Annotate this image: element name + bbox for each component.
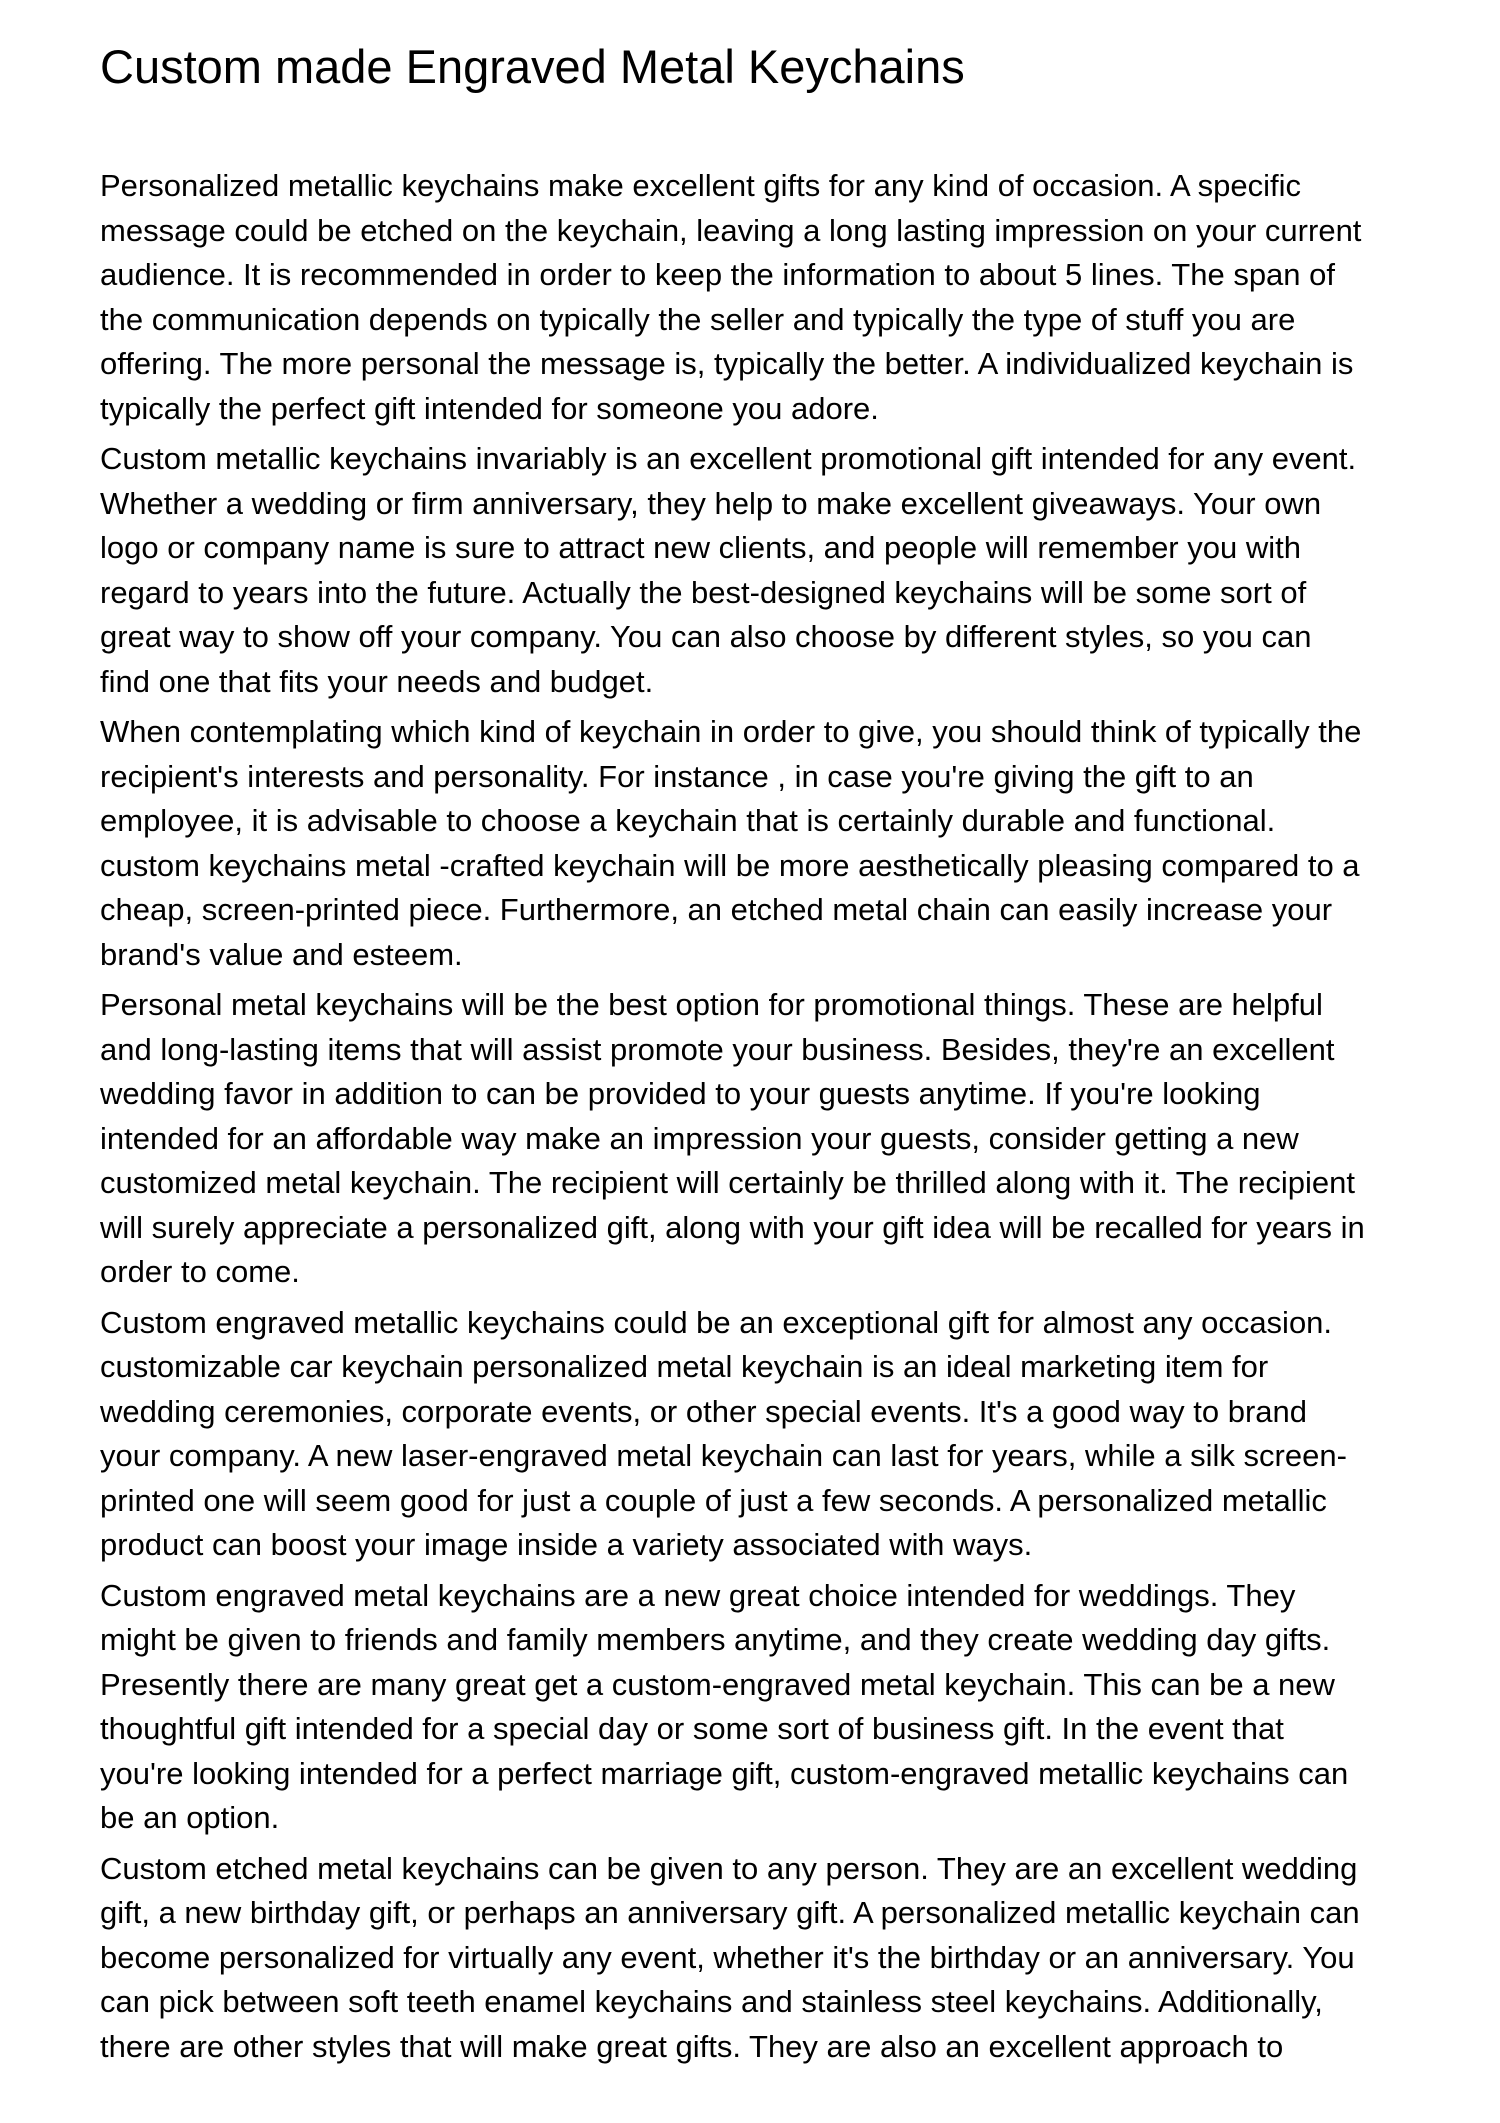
paragraph-7: Custom etched metal keychains can be given to any person. They are an excellent wedding gift, a new birthday gift, or perhaps an anniversary gift. A personalized metallic keychain can become personalized for virtually any event, whether it's the birthday or an anniversary. You can pick between soft teeth enamel keychains and stainless steel keychains. Additionally, there are other styles that will make great gifts. They are also an excellent approach to [100, 1850, 1360, 2064]
paragraph-2: Custom metallic keychains invariably is an excellent promotional gift intended for any event. Whether a wedding or firm anniversary, they help to make excellent giveaways. Your own logo or company name is sure to attract new clients, and people will remember you with regard to years into the future. Actually the best-designed keychains will be some sort of great way to show off your company. You can also choose by different styles, so you can find one that fits your needs and budget. [100, 441, 1357, 699]
paragraph-4: Personal metal keychains will be the best option for promotional things. These are helpful and long-lasting items that will assist promote your business. Besides, they're an excellent wedding favor in addition to can be provided to your guests anytime. If you're looking intended for an affordable way make an impression your guests, consider getting a new customized metal keychain. The recipient will certainly be thrilled along with it. The recipient will surely appreciate a personalized gift, along with your gift idea will be recalled for years in order to come. [100, 987, 1365, 1289]
paragraph-3: When contemplating which kind of keychain in order to give, you should think of typically the recipient's interests and personality. For instance , in case you're giving the gift to an employee, it is advisable to choose a keychain that is certainly durable and functional. custom keychains metal -crafted keychain will be more aesthetically pleasing compared to a cheap, screen-printed piece. Furthermore, an etched metal chain can easily increase your brand's value and esteem. [100, 714, 1362, 972]
paragraph-6: Custom engraved metal keychains are a new great choice intended for weddings. They might be given to friends and family members anytime, and they create wedding day gifts. Presently there are many great get a custom-engraved metal keychain. This can be a new thoughtful gift intended for a special day or some sort of business gift. In the event that you're looking intended for a perfect marriage gift, custom-engraved metallic keychains can be an option. [100, 1577, 1349, 1835]
paragraph-5: Custom engraved metallic keychains could be an exceptional gift for almost any occasion. customizable car keychain personalized metal keychain is an ideal marketing item for wedding ceremonies, corporate events, or other special events. It's a good way to brand your company. A new laser-engraved metal keychain can last for years, while a silk screen-printed one will seem good for just a couple of just a few seconds. A personalized metallic product can boost your image inside a variety associated with ways. [100, 1304, 1347, 1562]
article-body [100, 164, 1370, 2069]
paragraph-1: Personalized metallic keychains make excellent gifts for any kind of occasion. A specific message could be etched on the keychain, leaving a long lasting impression on your current audience. It is recommended in order to keep the information to about 5 lines. The span of the communication depends on typically the seller and typically the type of stuff you are offering. The more personal the message is, typically the better. A individualized keychain is typically the perfect gift intended for someone you adore. [100, 168, 1362, 426]
page-title: Custom made Engraved Metal Keychains [100, 40, 965, 93]
